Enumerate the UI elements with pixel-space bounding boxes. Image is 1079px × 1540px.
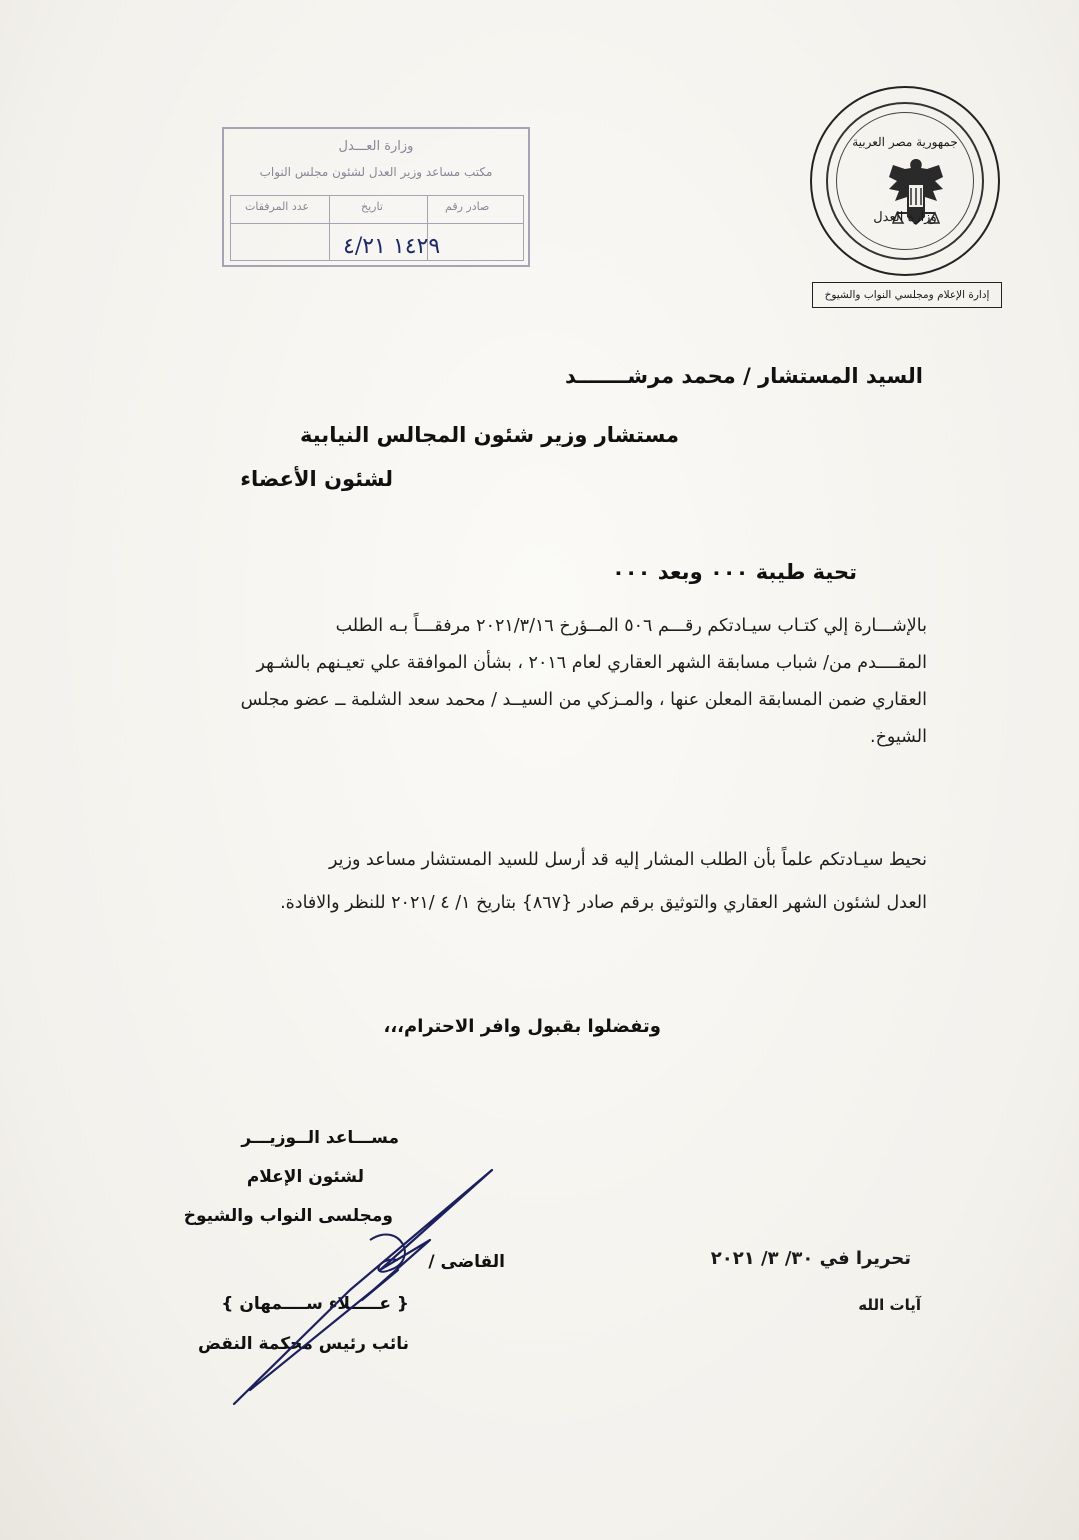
recipient-name: السيد المستشار / محمد مرشـــــــد — [565, 364, 923, 388]
recipient-title: مستشار وزير شئون المجالس النيابية — [300, 423, 679, 447]
stamp-handwritten-number: ١٤٢٩ ٤/٢١ — [343, 234, 441, 259]
paragraph-1 — [147, 608, 927, 756]
signatory-position: نائب رئيس محكمة النقض — [198, 1334, 409, 1354]
closing: وتفضلوا بقبول وافر الاحترام،،، — [383, 1016, 661, 1037]
stamp-header-attachments: عدد المرفقات — [245, 200, 310, 213]
stamp-divider — [329, 196, 330, 260]
recipient-subtitle: لشئون الأعضاء — [240, 467, 393, 491]
stamp-office: مكتب مساعد وزير العدل لشئون مجلس النواب — [259, 165, 493, 179]
ministry-seal — [810, 86, 1000, 276]
registry-stamp — [222, 127, 530, 267]
seal-bottom-text: وزارة العدل — [873, 210, 937, 225]
seal-inner-ring — [836, 112, 974, 250]
stamp-grid — [230, 195, 524, 261]
paragraph-line: الشيوخ. — [870, 727, 927, 747]
department-label: إدارة الإعلام ومجلسي النواب والشيوخ — [812, 282, 1002, 308]
paragraph-line: المقــــدم من/ شباب مسابقة الشهر العقاري لعام ٢٠١٦ ، بشأن الموافقة علي تعيـنهم بالشـهر — [256, 653, 927, 673]
greeting: تحية طيبة ٠٠٠ وبعد ٠٠٠ — [611, 560, 857, 584]
paragraph-line: العدل لشئون الشهر العقاري والتوثيق برقم صادر {٨٦٧} بتاريخ ١/ ٤ /٢٠٢١ للنظر والافادة. — [280, 893, 927, 913]
stamp-header-number: صادر رقم — [445, 200, 490, 213]
issue-date: تحريرا في ٣٠/ ٣/ ٢٠٢١ — [710, 1248, 911, 1269]
handwritten-signature-icon — [230, 1160, 510, 1410]
seal-ring — [826, 102, 984, 260]
reference-code: آيات الله — [858, 1296, 921, 1314]
stamp-ministry: وزارة العـــدل — [338, 139, 414, 154]
signature-title-1: مســـاعد الــوزيـــر — [241, 1128, 399, 1148]
paragraph-line: العقاري ضمن المسابقة المعلن عنها ، والمـزكي من السيــد / محمد سعد الشلمة ــ عضو مجلس — [240, 690, 927, 710]
judge-label: القاضى / — [428, 1252, 505, 1272]
signature-title-2: لشئون الإعلام — [246, 1167, 364, 1187]
paragraph-2 — [147, 842, 927, 922]
signatory-name: { عـــــلاء ســــمهان } — [221, 1294, 409, 1314]
stamp-divider — [231, 223, 523, 224]
seal-top-text: جمهورية مصر العربية — [852, 135, 958, 149]
stamp-header-date: تاريخ — [361, 200, 383, 213]
paragraph-line: بالإشـــارة إلي كتـاب سيـادتكم رقـــم ٥٠٦ المــؤرخ ٢٠٢١/٣/١٦ مرفقـــاً بـه الطلب — [335, 616, 927, 636]
signature-title-3: ومجلسى النواب والشيوخ — [183, 1206, 393, 1226]
paragraph-line: نحيط سيـادتكم علماً بأن الطلب المشار إليه قد أرسل للسيد المستشار مساعد وزير — [329, 850, 927, 870]
